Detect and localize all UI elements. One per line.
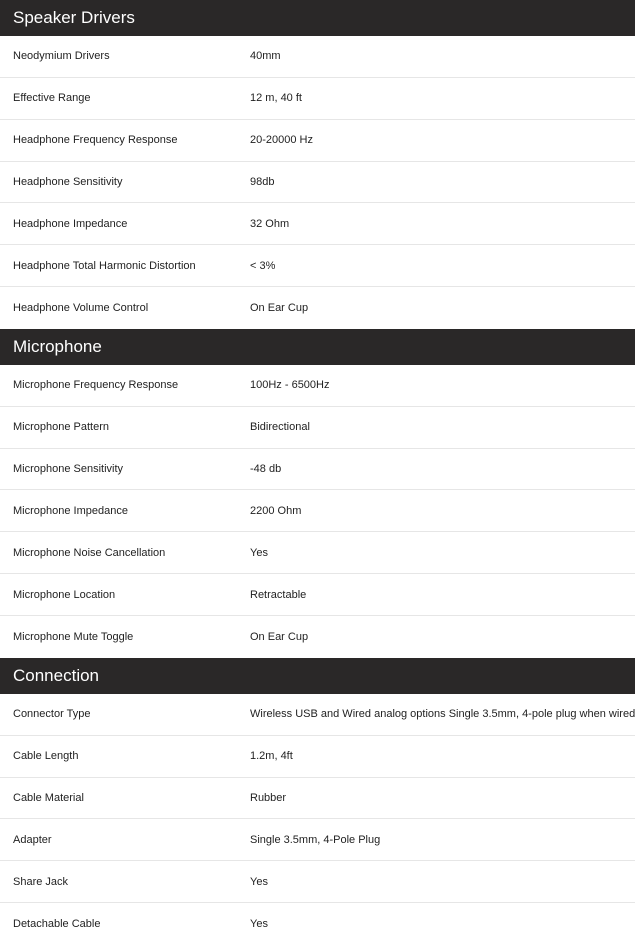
spec-value: Rubber <box>250 791 287 804</box>
spec-label: Detachable Cable <box>13 917 101 930</box>
section-title: Microphone <box>0 329 635 365</box>
spec-label: Microphone Mute Toggle <box>13 630 134 643</box>
spec-row <box>0 78 635 120</box>
spec-row <box>0 36 635 78</box>
spec-label: Microphone Noise Cancellation <box>13 546 166 559</box>
spec-row <box>0 616 635 658</box>
spec-value: -48 db <box>250 463 282 476</box>
spec-row <box>0 407 635 449</box>
spec-row <box>0 490 635 532</box>
spec-value: 20-20000 Hz <box>250 134 313 147</box>
spec-row <box>0 365 635 407</box>
spec-label: Connector Type <box>13 708 91 721</box>
spec-value: On Ear Cup <box>250 301 309 314</box>
spec-value: 98db <box>250 175 275 188</box>
spec-label: Headphone Impedance <box>13 217 128 230</box>
spec-row <box>0 162 635 204</box>
spec-label: Effective Range <box>13 92 91 105</box>
spec-row <box>0 449 635 491</box>
spec-label: Microphone Frequency Response <box>13 379 179 392</box>
spec-value: Bidirectional <box>250 421 310 434</box>
section-microphone <box>0 329 635 658</box>
spec-label: Headphone Total Harmonic Distortion <box>13 259 196 272</box>
spec-value: 1.2m, 4ft <box>250 750 293 763</box>
section-connection <box>0 658 635 934</box>
spec-row <box>0 903 635 934</box>
spec-label: Headphone Sensitivity <box>13 175 123 188</box>
spec-row <box>0 861 635 903</box>
spec-value: Yes <box>250 917 268 930</box>
spec-value: Wireless USB and Wired analog options Single 3.5mm, 4-pole plug when wired <box>250 708 635 721</box>
spec-row <box>0 287 635 329</box>
spec-label: Headphone Volume Control <box>13 301 149 314</box>
spec-label: Share Jack <box>13 875 69 888</box>
spec-value: 100Hz - 6500Hz <box>250 379 330 392</box>
spec-label: Microphone Impedance <box>13 504 128 517</box>
spec-value: 12 m, 40 ft <box>250 92 302 105</box>
spec-value: Yes <box>250 546 268 559</box>
spec-label: Microphone Sensitivity <box>13 463 124 476</box>
spec-label: Cable Length <box>13 750 79 763</box>
section-speaker-drivers <box>0 0 635 329</box>
spec-label: Cable Material <box>13 791 84 804</box>
spec-label: Adapter <box>13 833 52 846</box>
spec-value: Yes <box>250 875 268 888</box>
spec-label: Microphone Location <box>13 588 116 601</box>
spec-row <box>0 203 635 245</box>
spec-row <box>0 736 635 778</box>
section-title: Speaker Drivers <box>0 0 635 36</box>
spec-value: On Ear Cup <box>250 630 309 643</box>
spec-row <box>0 778 635 820</box>
spec-row <box>0 574 635 616</box>
spec-value: Single 3.5mm, 4-Pole Plug <box>250 833 381 846</box>
spec-row <box>0 120 635 162</box>
section-title: Connection <box>0 658 635 694</box>
spec-value: 40mm <box>250 50 281 63</box>
spec-label: Neodymium Drivers <box>13 50 110 63</box>
spec-value: < 3% <box>250 259 276 272</box>
spec-row <box>0 694 635 736</box>
spec-value: 2200 Ohm <box>250 504 302 517</box>
spec-label: Headphone Frequency Response <box>13 134 178 147</box>
spec-value: Retractable <box>250 588 307 601</box>
spec-row <box>0 245 635 287</box>
spec-row <box>0 532 635 574</box>
spec-value: 32 Ohm <box>250 217 290 230</box>
spec-label: Microphone Pattern <box>13 421 109 434</box>
spec-row <box>0 819 635 861</box>
